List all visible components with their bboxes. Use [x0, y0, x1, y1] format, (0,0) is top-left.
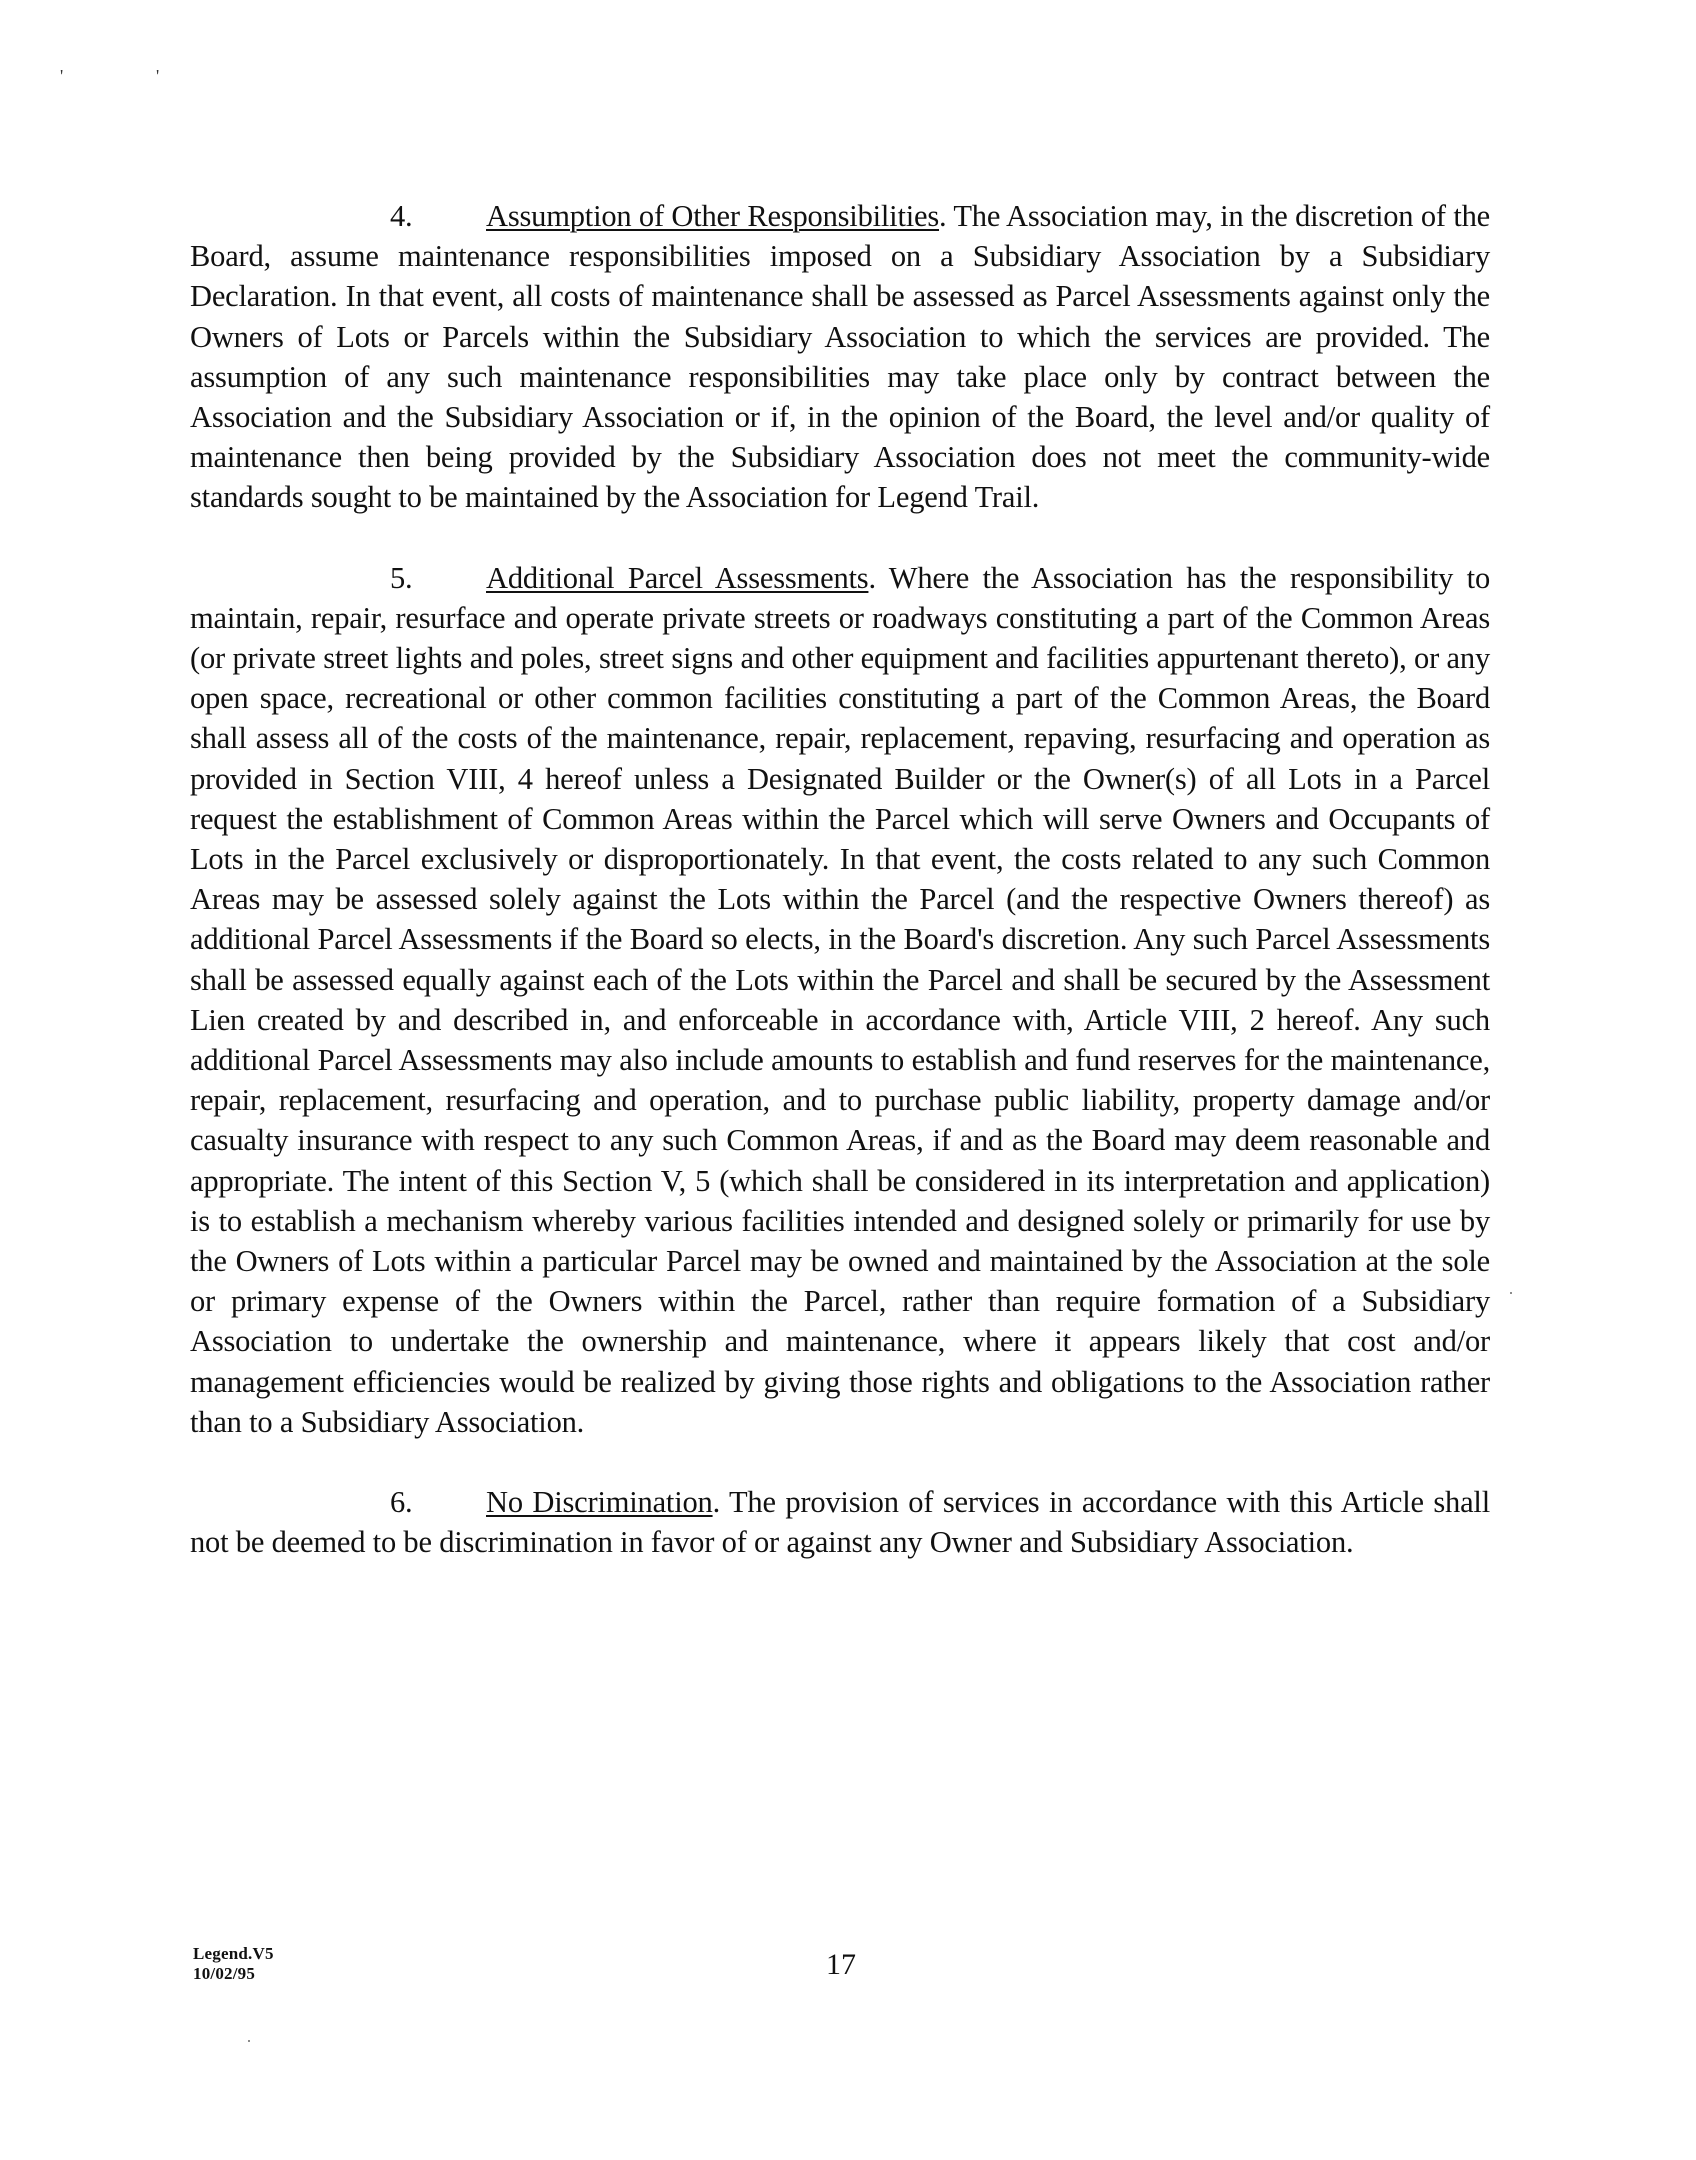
paragraph-heading: Assumption of Other Responsibilities	[486, 199, 940, 233]
footer-doc-name: Legend.V5	[193, 1944, 274, 1963]
footer-document-id	[193, 1944, 274, 1984]
paragraph-number: 5.	[390, 560, 413, 595]
paragraph-6	[190, 1482, 1490, 1562]
scan-mark: '	[60, 66, 64, 86]
paragraph-4	[190, 196, 1490, 518]
paragraph-number: 6.	[390, 1485, 413, 1520]
paragraph-text: . The Association may, in the discretion of the Board, assume maintenance responsibilities imposed on a Subsidiary Association by a Subsidiary Declaration. In that event, all costs of maintenance shall be assessed as Parcel Assessments against only the Owners of Lots or Parcels within the Subsidiary Association to which the services are provided. The assumption of any such maintenance responsibilities may take place only by contract between the Association and the Subsidiary Association or if, in the opinion of the Board, the level and/or quality of maintenance then being provided by the Subsidiary Association does not meet the community-wide standards sought to be maintained by the Association for Legend Trail.	[190, 199, 1490, 515]
paragraph-heading: Additional Parcel Assessments	[486, 560, 869, 595]
scan-speck	[248, 2040, 250, 2042]
page-number: 17	[826, 1948, 856, 1981]
paragraph-heading: No Discrimination	[486, 1485, 713, 1520]
paragraph-text: . The provision of services in accordance with this Article shall not be deemed to be discrimination in favor of or against any Owner and Subsidiary Association.	[190, 1485, 1490, 1560]
paragraph-5	[190, 558, 1490, 1442]
scan-mark: '	[156, 66, 160, 86]
paragraph-text: . Where the Association has the responsibility to maintain, repair, resurface and operate private streets or roadways constituting a part of the Common Areas (or private street lights and poles, street signs and other equipment and facilities appurtenant thereto), or any open space, recreational or other common facilities constituting a part of the Common Areas, the Board shall assess all of the costs of the maintenance, repair, replacement, repaving, resurfacing and operation as provided in Section VIII, 4 hereof unless a Designated Builder or the Owner(s) of all Lots in a Parcel request the establishment of Common Areas within the Parcel which will serve Owners and Occupants of Lots in the Parcel exclusively or disproportionately. In that event, the costs related to any such Common Areas may be assessed solely against the Lots within the Parcel (and the respective Owners thereof) as additional Parcel Assessments if the Board so elects, in the Board's discretion. Any such Parcel Assessments shall be assessed equally against each of the Lots within the Parcel and shall be secured by the Assessment Lien created by and described in, and enforceable in accordance with, Article VIII, 2 hereof. Any such additional Parcel Assessments may also include amounts to establish and fund reserves for the maintenance, repair, replacement, resurfacing and operation, and to purchase public liability, property damage and/or casualty insurance with respect to any such Common Areas, if and as the Board may deem reasonable and appropriate. The intent of this Section V, 5 (which shall be considered in its interpretation and application) is to establish a mechanism whereby various facilities intended and designed solely or primarily for use by the Owners of Lots within a particular Parcel may be owned and maintained by the Association at the sole or primary expense of the Owners within the Parcel, rather than require formation of a Subsidiary Association to undertake the ownership and maintenance, where it appears likely that cost and/or management efficiencies would be realized by giving those rights and obligations to the Association rather than to a Subsidiary Association.	[190, 560, 1491, 1439]
scan-speck	[1510, 1292, 1512, 1294]
footer-doc-date: 10/02/95	[193, 1964, 256, 1983]
paragraph-number: 4.	[390, 199, 413, 233]
document-body	[190, 196, 1490, 1603]
